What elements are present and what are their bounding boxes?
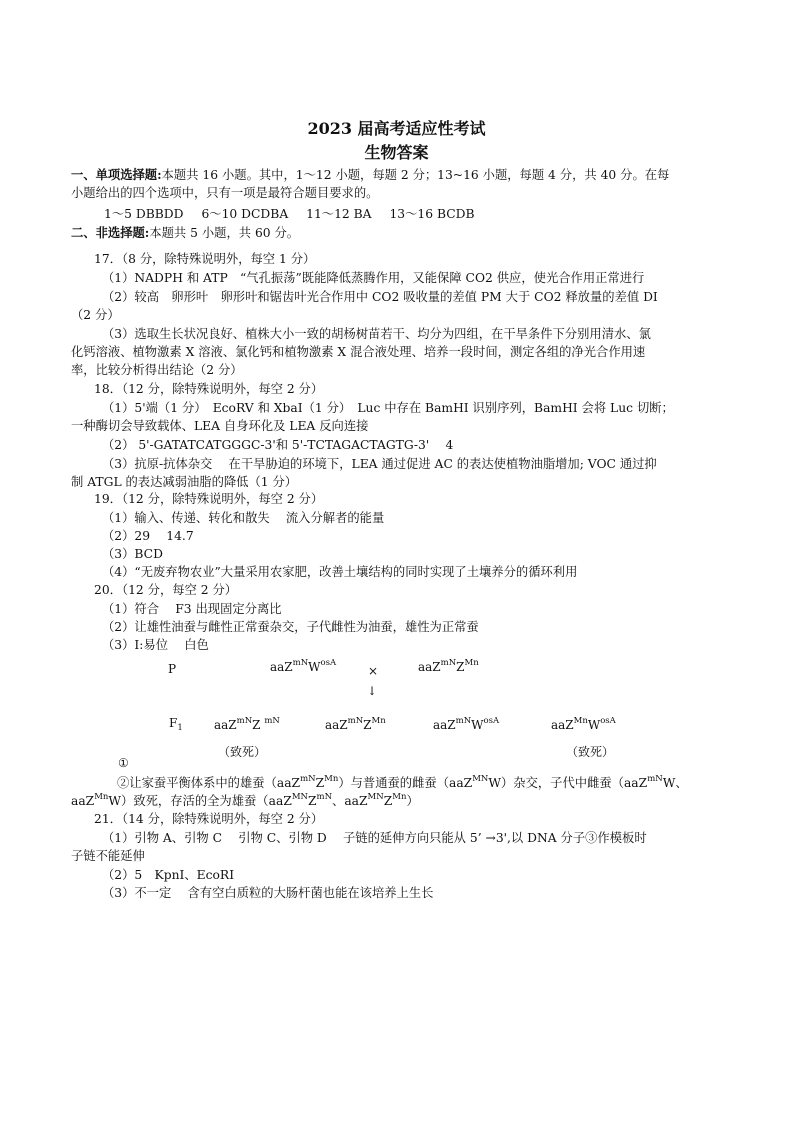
q20-answer-3-part2: ②让家蚕平衡体系中的雄蚕$(aaZ^{mN}Z^{Mn})$与普通蚕的雌蚕（aaZ$^{MN}$W）杂交，子代中雌蚕（aaZ$^{mN}$W、 xyxy=(117,774,688,790)
q18-answer-1: （1）5'端（1 分） EcoRV 和 XbaⅠ（1 分） Luc 中存在 BamHI 识别序列，BamHI 会将 Luc 切断； xyxy=(102,401,674,415)
answer-letters: BCDB xyxy=(437,207,475,221)
answer-range: 6～10 xyxy=(201,207,238,221)
q20-answer-1: （1）符合 F3 出现固定分离比 xyxy=(102,602,282,616)
q21-answer-1-cont: 子链不能延伸 xyxy=(71,849,145,863)
section2-heading: 二、非选择题: xyxy=(71,225,150,240)
answer-range: 13～16 xyxy=(389,207,434,221)
q19-answer-3: （3）BCD xyxy=(102,547,163,561)
q18-answer-2: （2） 5'-GATATCATGGGC-3'和 5'-TCTAGACTAGTG-3' 4 xyxy=(102,438,454,452)
cross-p-label: P xyxy=(168,662,177,676)
lethal-label-1: （致死） xyxy=(218,745,267,759)
answer-letters: DCDBA xyxy=(241,207,289,221)
q21-answer-1: （1）引物 A、引物 C 引物 C、引物 D 子链的延伸方向只能从 5’ →3',以 DNA 分子③作模板时 xyxy=(102,831,647,845)
q18-answer-3: （3）抗原-抗体杂交 在干旱胁迫的环境下，LEA 通过促进 AC 的表达使植物油脂增加; VOC 通过抑 xyxy=(102,457,657,471)
cross-times-symbol: × xyxy=(368,664,379,678)
q18-answer-1-cont: 一种酶切会导致载体、LEA 自身环化及 LEA 反向连接 xyxy=(71,419,369,433)
q20-answer-3: （3）Ⅰ:易位 白色 xyxy=(102,638,209,652)
q17-answer-1: （1）NADPH 和 ATP “气孔振荡”既能降低蒸腾作用，又能保障 CO2 供应，使光合作用正常进行 xyxy=(102,271,645,285)
q20-answer-3-part2-cont: aaZ$^{Mn}$W）致死，存活的全为雄蚕（$aaZ^{MN}Z^{mN}$、$aaZ^{MN}Z^{Mn}$） xyxy=(71,792,419,808)
q17-answer-3-cont: 化钙溶液、植物激素 X 溶液、氯化钙和植物激素 X 混合液处理、培养一段时间，测定各组的净光合作用速 xyxy=(71,345,646,359)
answer-range: 1～5 xyxy=(104,207,132,221)
q19-answer-4: （4）“无废弃物农业”大量采用农家肥，改善土壤结构的同时实现了土壤养分的循环利用 xyxy=(102,565,578,579)
q19-heading: 19．（12 分，除特殊说明外，每空 2 分） xyxy=(94,492,324,506)
section2-desc: 本题共 5 小题，共 60 分。 xyxy=(149,226,300,240)
q20-answer-2: （2）让雄性油蚕与雌性正常蚕杂交，子代雌性为油蚕，雄性为正常蚕 xyxy=(102,620,479,634)
section1-heading: 一、单项选择题: xyxy=(71,167,162,182)
f1-genotype-2: $aaZ^{mN}Z^{Mn}$ xyxy=(325,716,386,732)
f1-genotype-3: $aaZ^{mN}W^{osA}$ xyxy=(433,716,500,732)
section2-intro xyxy=(71,224,299,242)
q19-answer-2: （2）29 14.7 xyxy=(102,529,194,543)
q17-answer-3: （3）选取生长状况良好、植株大小一致的胡杨树苗若干、均分为四组，在干旱条件下分别用清水、氯 xyxy=(102,327,651,341)
cross-arrow: ↓ xyxy=(367,684,378,698)
answer-letters: BA xyxy=(353,207,372,221)
f1-genotype-1: aaZ$^{mN}$Z $^{mN}$ xyxy=(214,716,280,732)
q21-answer-3: （3）不一定 含有空白质粒的大肠杆菌也能在该培养上生长 xyxy=(102,886,434,900)
page-title: 2023 届高考适应性考试 xyxy=(307,119,486,138)
f1-genotype-4: $aaZ^{Mn}W^{osA}$ xyxy=(551,716,616,732)
answer-letters: DBBDD xyxy=(135,207,184,221)
cross-f1-label: $F_1$ xyxy=(169,716,183,733)
parent-genotype-female: $aaZ^{mN}W^{osA}$ xyxy=(270,658,337,674)
parent-genotype-male: $aaZ^{mN}Z^{Mn}$ xyxy=(418,658,479,674)
q19-answer-1: （1）输入、传递、转化和散失 流入分解者的能量 xyxy=(102,511,385,525)
q17-heading: 17．（8 分，除特殊说明外，每空 1 分） xyxy=(94,252,316,266)
q17-answer-2: （2）较高 卵形叶 卵形叶和锯齿叶光合作用中 CO2 吸收量的差值 PM 大于 CO2 释放量的差值 DI xyxy=(102,290,658,304)
q17-answer-3-cont2: 率，比较分析得出结论（2 分） xyxy=(71,363,243,377)
q21-answer-2: （2）5 KpnⅠ、EcoRⅠ xyxy=(102,868,235,882)
section1-desc: 本题共 16 小题。其中，1～12 小题，每题 2 分；13~16 小题，每题 4 分，共 40 分。在每 xyxy=(161,168,670,182)
q20-heading: 20．（12 分，每空 2 分） xyxy=(94,583,238,597)
page-subtitle: 生物答案 xyxy=(364,143,429,162)
q17-answer-2-cont: （2 分） xyxy=(71,308,120,322)
section1-desc-line2: 小题给出的四个选项中，只有一项是最符合题目要求的。 xyxy=(71,186,379,200)
answer-range: 11～12 xyxy=(306,207,350,221)
circled-number-1: ① xyxy=(118,756,129,770)
section1-intro xyxy=(71,166,669,184)
q18-heading: 18．（12 分，除特殊说明外，每空 2 分） xyxy=(94,382,324,396)
lethal-label-2: （致死） xyxy=(566,745,615,759)
choice-answers xyxy=(104,205,475,223)
q18-answer-3-cont: 制 ATGL 的表达减弱油脂的降低（1 分） xyxy=(71,475,298,489)
q21-heading: 21．（14 分，除特殊说明外，每空 2 分） xyxy=(94,812,324,826)
